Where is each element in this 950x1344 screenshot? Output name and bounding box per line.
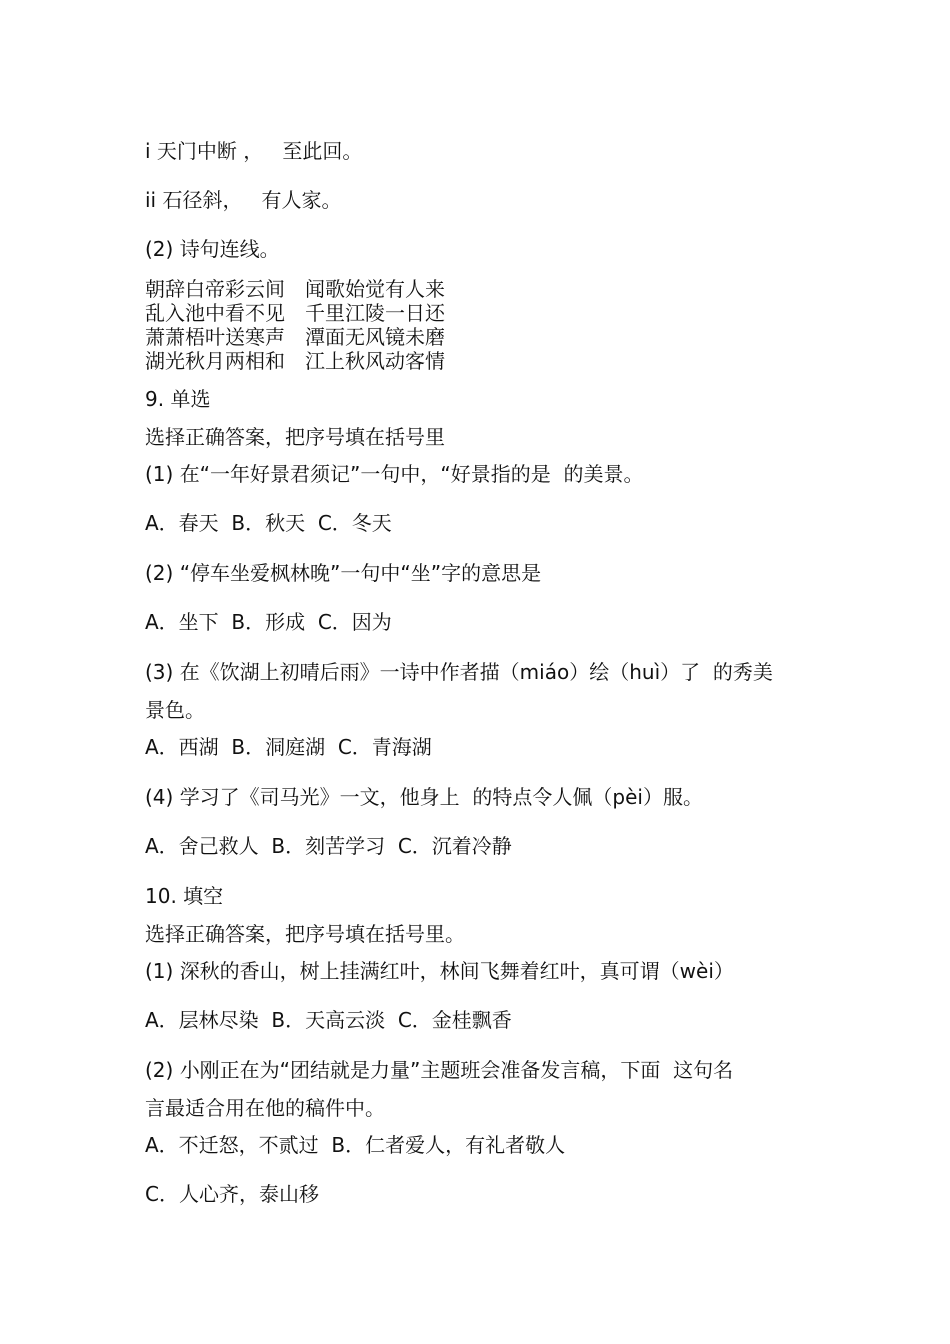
q9-1-options: A．春天 B．秋天 C．冬天 [145,511,392,535]
match-left-1: 朝辞白帝彩云间 [145,277,285,301]
q10-instruction: 选择正确答案，把序号填在括号里。 [145,922,465,946]
match-left-3: 萧萧梧叶送寒声 [145,325,285,349]
q9-3-question-cont: 景色。 [145,698,205,722]
match-right-2: 千里江陵一日还 [305,301,445,325]
poem-fill-line-i: i 天门中断 ， 至此回。 [145,139,363,163]
match-right-1: 闻歌始觉有人来 [305,277,445,301]
q9-2-options: A．坐下 B．形成 C．因为 [145,610,392,634]
q10-1-question: (1) 深秋的香山，树上挂满红叶，林间飞舞着红叶，真可谓（wèi） [145,959,734,983]
q9-3-question: (3) 在《饮湖上初晴后雨》一诗中作者描（miáo）绘（huì）了 的秀美 [145,660,773,684]
q9-3-options: A．西湖 B．洞庭湖 C．青海湖 [145,735,432,759]
q9-title: 9. 单选 [145,387,211,411]
q9-1-question: (1) 在“一年好景君须记”一句中，“好景指的是 的美景。 [145,462,644,486]
q9-4-options: A．舍己救人 B．刻苦学习 C．沉着冷静 [145,834,512,858]
match-left-4: 湖光秋月两相和 [145,349,285,373]
matching-heading: (2) 诗句连线。 [145,237,280,261]
poem-fill-line-ii: ii 石径斜， 有人家。 [145,188,342,212]
q9-4-question: (4) 学习了《司马光》一文，他身上 的特点令人佩（pèi）服。 [145,785,703,809]
q9-2-question: (2) “停车坐爱枫林晚”一句中“坐”字的意思是 [145,561,542,585]
q10-1-options: A．层林尽染 B．天高云淡 C．金桂飘香 [145,1008,512,1032]
q9-instruction: 选择正确答案，把序号填在括号里 [145,425,445,449]
q10-2-question-cont: 言最适合用在他的稿件中。 [145,1096,385,1120]
q10-2-question: (2) 小刚正在为“团结就是力量”主题班会准备发言稿，下面 这句名 [145,1058,734,1082]
match-right-4: 江上秋风动客情 [305,349,445,373]
q10-2-options: A．不迁怒，不贰过 B．仁者爱人，有礼者敬人 [145,1133,566,1157]
match-left-2: 乱入池中看不见 [145,301,285,325]
match-right-3: 潭面无风镜未磨 [305,325,445,349]
q10-2-options-cont: C．人心齐，泰山移 [145,1182,319,1206]
q10-title: 10. 填空 [145,884,224,908]
